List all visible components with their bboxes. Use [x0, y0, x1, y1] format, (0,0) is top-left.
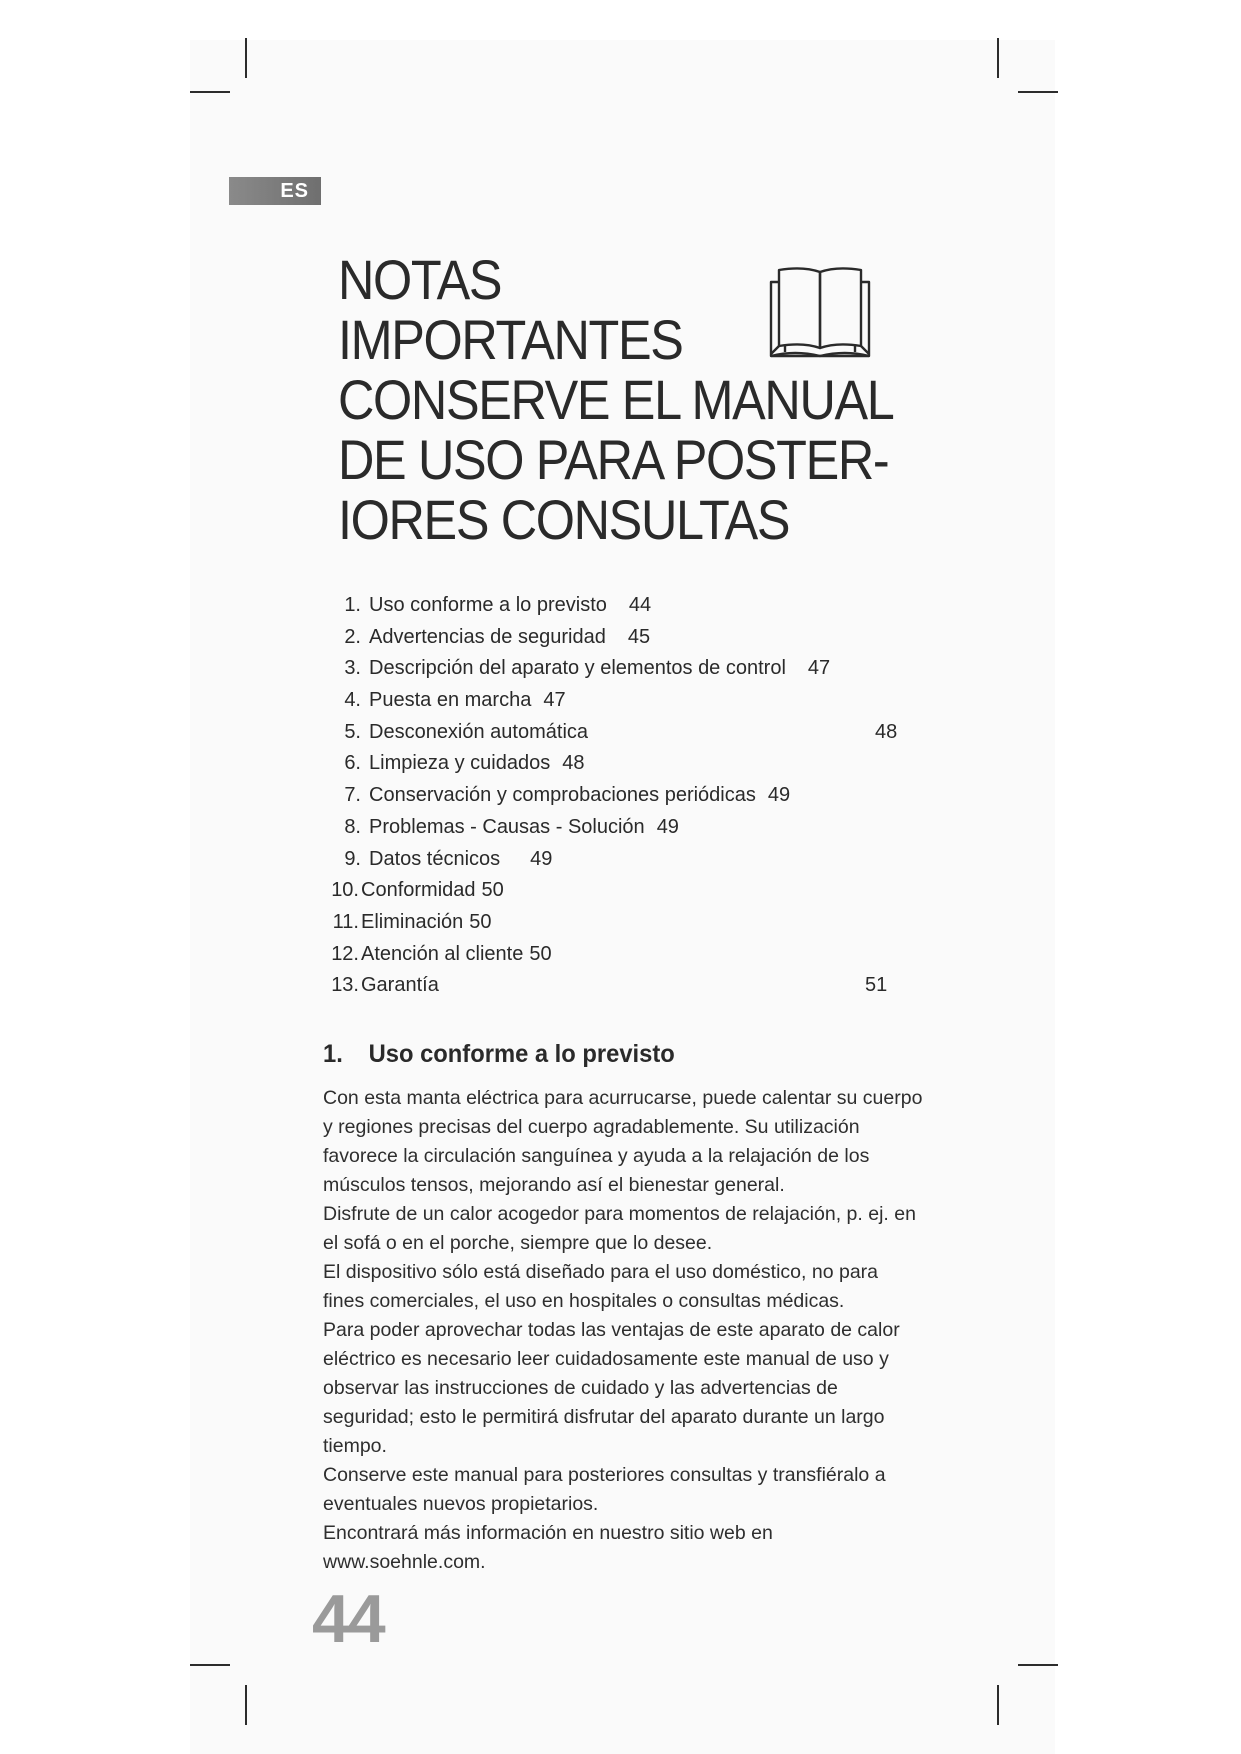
toc-title: Conservación y comprobaciones periódicas [369, 784, 756, 807]
crop-mark [190, 91, 230, 93]
toc-title: Desconexión automática [369, 720, 589, 743]
toc-item [323, 685, 923, 717]
toc-page: 47 [807, 657, 831, 680]
crop-mark [245, 38, 247, 78]
paragraph: Encontrará más información en nuestro sitio web en www.soehnle.com. [323, 1522, 773, 1573]
title-line: CONSERVE EL MANUAL [338, 368, 894, 431]
toc-page: 44 [628, 594, 652, 616]
toc-item [323, 653, 923, 685]
crop-mark [997, 38, 999, 78]
title-line: IMPORTANTES [338, 308, 683, 371]
toc-item [323, 970, 923, 1002]
paragraph: Conserve este manual para posteriores consultas y transfiéralo a eventuales nuevos propietarios. [323, 1464, 886, 1515]
title-line: NOTAS [338, 248, 502, 311]
crop-mark [1018, 91, 1058, 93]
toc-number: 1. [344, 594, 361, 616]
toc-item [323, 812, 923, 844]
toc-number: 13. [331, 974, 359, 997]
toc-title: Conformidad [361, 879, 476, 902]
toc-number: 11. [332, 910, 359, 933]
toc-title: Problemas - Causas - Solución [369, 815, 645, 838]
toc-title: Puesta en marcha [369, 689, 532, 712]
toc-item [323, 748, 923, 780]
paragraph: Para poder aprovechar todas las ventajas de este aparato de calor eléctrico es necesario leer cuidadosamente este manual de uso y observar las instrucciones de cuidado y las advertencias de seguridad; esto le permitirá disfrutar del aparato durante un largo tiempo. [323, 1319, 900, 1457]
toc-title: Eliminación [361, 910, 464, 933]
toc-page: 49 [656, 815, 679, 838]
toc-number: 6. [344, 752, 361, 775]
title-line: IORES CONSULTAS [338, 488, 790, 551]
toc-title: Descripción del aparato y elementos de control [369, 657, 786, 680]
toc-page: 50 [529, 942, 552, 965]
section-title: Uso conforme a lo previsto [368, 1040, 675, 1068]
toc-title: Atención al cliente [361, 942, 524, 965]
toc-title: Limpieza y cuidados [369, 752, 551, 775]
toc-page: 50 [469, 910, 492, 933]
page-number: 44 [312, 1581, 384, 1657]
toc-item [323, 844, 923, 876]
toc-number: 10. [331, 879, 359, 902]
toc-item [323, 590, 923, 622]
toc-page: 48 [562, 752, 585, 775]
toc-title: Garantía [361, 974, 439, 997]
toc-item [323, 717, 923, 749]
section-number: 1. [323, 1040, 343, 1068]
crop-mark [1018, 1664, 1058, 1666]
paragraph: El dispositivo sólo está diseñado para el uso doméstico, no para fines comerciales, el uso en hospitales o consultas médicas. [323, 1261, 878, 1312]
toc-page: 49 [530, 847, 553, 870]
table-of-contents [323, 590, 923, 1002]
crop-mark [245, 1685, 247, 1725]
title-line: DE USO PARA POSTER- [338, 428, 889, 491]
toc-title: Datos técnicos [369, 847, 501, 870]
paragraph: Con esta manta eléctrica para acurrucarse, puede calentar su cuerpo y regiones precisas del cuerpo agradablemente. Su utilización favorece la circulación sanguínea y ayuda a la relajación de los músculos tensos, mejorando así el bienestar general. [323, 1087, 923, 1196]
toc-page: 48 [875, 720, 898, 743]
toc-page: 51 [865, 974, 888, 997]
toc-number: 4. [344, 689, 361, 712]
toc-item [323, 875, 923, 907]
crop-mark [997, 1685, 999, 1725]
toc-title: Uso conforme a lo previsto [369, 594, 607, 616]
toc-page: 49 [767, 784, 791, 807]
toc-number: 12. [331, 942, 359, 965]
toc-item [323, 907, 923, 939]
toc-title: Advertencias de seguridad [369, 625, 606, 648]
toc-page: 45 [627, 625, 651, 648]
crop-mark [190, 1664, 230, 1666]
section-heading [323, 1040, 675, 1069]
open-book-icon [765, 264, 875, 359]
toc-item [323, 939, 923, 971]
toc-number: 3. [344, 657, 361, 680]
toc-page: 47 [543, 689, 566, 712]
toc-number: 5. [344, 720, 361, 743]
language-badge: ES [229, 177, 321, 205]
section-body [323, 1084, 923, 1577]
toc-item [323, 622, 923, 654]
toc-number: 9. [344, 847, 361, 870]
toc-number: 7. [344, 784, 361, 807]
toc-page: 50 [481, 879, 504, 902]
toc-item [323, 780, 923, 812]
paragraph: Disfrute de un calor acogedor para momentos de relajación, p. ej. en el sofá o en el porche, siempre que lo desee. [323, 1203, 916, 1254]
toc-number: 8. [344, 815, 361, 838]
toc-number: 2. [344, 625, 361, 648]
